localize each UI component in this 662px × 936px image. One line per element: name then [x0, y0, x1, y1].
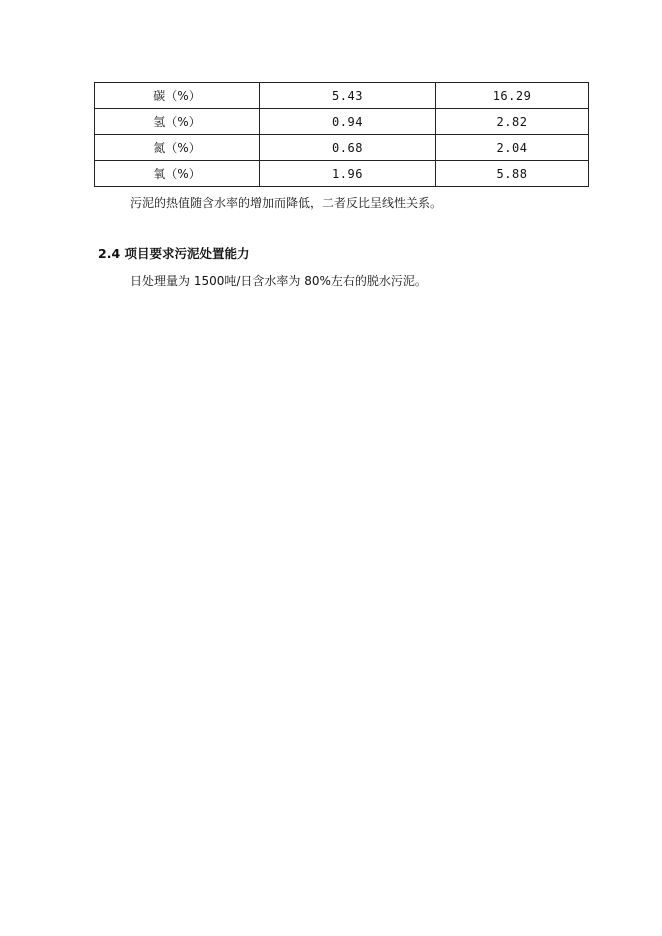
- table-row: [95, 161, 589, 187]
- table-cell: 1.96: [260, 161, 436, 187]
- table-cell: 5.88: [436, 161, 589, 187]
- section-heading: 2.4 项目要求污泥处置能力: [98, 246, 250, 261]
- row-label: 氧（%）: [95, 161, 260, 187]
- table-row: [95, 109, 589, 135]
- table-cell: 16.29: [436, 83, 589, 109]
- table-cell: 2.04: [436, 135, 589, 161]
- table-cell: 0.68: [260, 135, 436, 161]
- paragraph-capacity: 日处理量为 1500吨/日含水率为 80%左右的脱水污泥。: [130, 274, 427, 288]
- table-cell: 0.94: [260, 109, 436, 135]
- row-label: 氢（%）: [95, 109, 260, 135]
- elemental-composition-table: [94, 82, 589, 187]
- row-label: 氮（%）: [95, 135, 260, 161]
- table-row: [95, 83, 589, 109]
- row-label: 碳（%）: [95, 83, 260, 109]
- table-cell: 5.43: [260, 83, 436, 109]
- table-cell: 2.82: [436, 109, 589, 135]
- paragraph-heat-value: 污泥的热值随含水率的增加而降低，二者反比呈线性关系。: [130, 196, 443, 210]
- table-row: [95, 135, 589, 161]
